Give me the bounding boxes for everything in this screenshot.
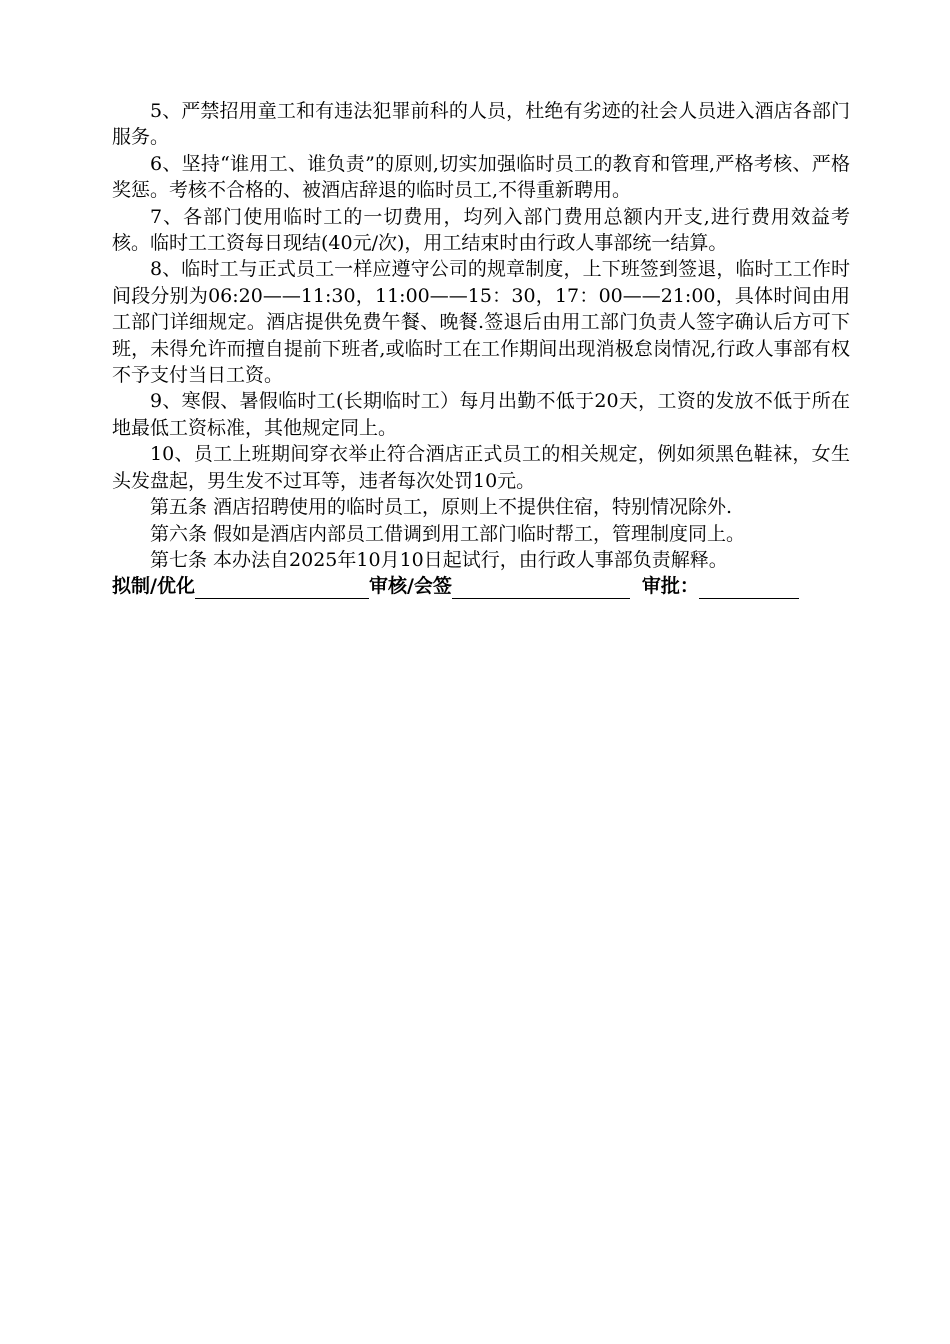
item-6: 6、坚持“谁用工、谁负责”的原则,切实加强临时员工的教育和管理,严格考核、严格奖惩。考核不合格的、被酒店辞退的临时员工,不得重新聘用。 (112, 152, 850, 202)
item-5: 5、严禁招用童工和有违法犯罪前科的人员，杜绝有劣迹的社会人员进入酒店各部门服务。 (112, 100, 850, 149)
item-8: 8、临时工与正式员工一样应遵守公司的规章制度，上下班签到签退，临时工工作时间段分别为06:20——11:30，11:00——15：30，17：00——21:00，具体时间由用工部门详细规定。酒店提供免费午餐、晚餐.签退后由用工部门负责人签字确认后方可下班，未得允许而擅自提前下班者,或临时工在工作期间出现消极怠岗情况,行政人事部有权不予支付当日工资。 (112, 258, 850, 387)
clause-7: 第七条 本办法自2025年10月10日起试行，由行政人事部负责解释。 (150, 548, 728, 571)
draft-label: 拟制/优化 (112, 575, 195, 598)
review-blank (452, 578, 630, 599)
item-10: 10、员工上班期间穿衣举止符合酒店正式员工的相关规定，例如须黑色鞋袜，女生头发盘起，男生发不过耳等，违者每次处罚10元。 (112, 443, 850, 492)
item-9: 9、寒假、暑假临时工(长期临时工）每月出勤不低于20天，工资的发放不低于所在地最低工资标准，其他规定同上。 (112, 390, 850, 439)
draft-blank (195, 578, 369, 599)
document-page (112, 98, 850, 599)
clause-5: 第五条 酒店招聘使用的临时员工，原则上不提供住宿，特别情况除外. (150, 496, 733, 519)
approve-blank (699, 578, 799, 599)
clause-6: 第六条 假如是酒店内部员工借调到用工部门临时帮工，管理制度同上。 (150, 522, 746, 545)
item-7: 7、各部门使用临时工的一切费用，均列入部门费用总额内开支,进行费用效益考核。临时工工资每日现结(40元/次)，用工结束时由行政人事部统一结算。 (112, 205, 850, 255)
review-label: 审核/会签 (368, 575, 452, 598)
approve-label: 审批： (641, 575, 699, 598)
signature-line (112, 573, 850, 599)
